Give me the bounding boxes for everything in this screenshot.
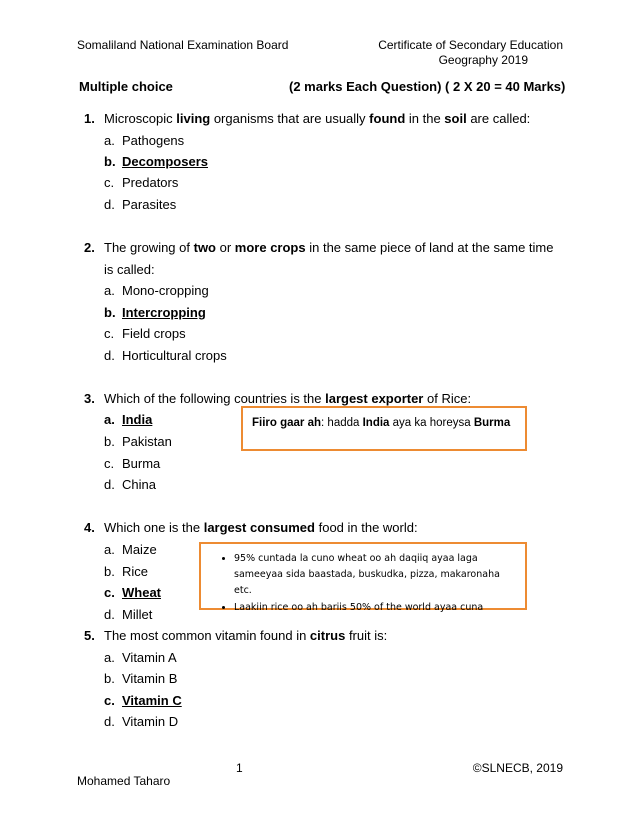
option-3c: c. Burma	[104, 456, 161, 471]
option-5c-correct: c. Vitamin C	[104, 693, 182, 708]
option-2a: a. Mono-cropping	[104, 283, 209, 298]
question-text: Which one is the largest consumed food in the world:	[104, 520, 418, 535]
copyright: ©SLNECB, 2019	[472, 761, 563, 775]
option-3b: b. Pakistan	[104, 434, 172, 449]
option-1b-correct: b. Decomposers	[104, 154, 208, 169]
option-4a: a. Maize	[104, 542, 157, 557]
option-5b: b. Vitamin B	[104, 671, 178, 686]
question-text: Microscopic living organisms that are usually found in the soil are called:	[104, 111, 531, 126]
section-marks: (2 marks Each Question) ( 2 X 20 = 40 Marks)	[289, 79, 566, 94]
note-bullet: • Laakiin rice oo ah bariis 50% of the world ayaa cuna	[234, 600, 517, 616]
section-title: Multiple choice	[79, 79, 173, 94]
option-1a: a. Pathogens	[104, 133, 185, 148]
option-1c: c. Predators	[104, 175, 179, 190]
option-1d: d. Parasites	[104, 197, 177, 212]
note-box-rice-exporter: Fiiro gaar ah: hadda India aya ka horeysa Burma	[241, 406, 527, 451]
option-3a-correct: a. India	[104, 412, 153, 427]
question-number: 1.	[84, 111, 95, 126]
note-box-food-consumption	[199, 542, 527, 613]
question-number: 4.	[84, 520, 95, 535]
option-2d: d. Horticultural crops	[104, 348, 227, 363]
option-4d: d. Millet	[104, 607, 153, 622]
question-number: 2.	[84, 240, 95, 255]
subject-year: Geography 2019	[438, 53, 528, 67]
question-text: The growing of two or more crops in the same piece of land at the same time is called:	[104, 240, 554, 277]
option-5a: a. Vitamin A	[104, 650, 177, 665]
option-4c-correct: c. Wheat	[104, 585, 161, 600]
certificate-title: Certificate of Secondary Education	[378, 38, 563, 52]
option-3d: d. China	[104, 477, 156, 492]
option-2b-correct: b. Intercropping	[104, 305, 206, 320]
question-number: 5.	[84, 628, 95, 643]
option-2c: c. Field crops	[104, 326, 186, 341]
question-number: 3.	[84, 391, 95, 406]
author-name: Mohamed Taharo	[77, 774, 171, 788]
note-bullet: • 95% cuntada la cuno wheat oo ah daqiiq ayaa laga sameeyaa sida baastada, buskudka, pizza, makaronaha etc.	[234, 551, 517, 599]
question-text: The most common vitamin found in citrus fruit is:	[104, 628, 388, 643]
option-5d: d. Vitamin D	[104, 714, 179, 729]
page-number: 1	[236, 761, 243, 775]
question-text: Which of the following countries is the largest exporter of Rice:	[104, 391, 472, 406]
option-4b: b. Rice	[104, 564, 149, 579]
exam-board-name: Somaliland National Examination Board	[77, 38, 289, 52]
